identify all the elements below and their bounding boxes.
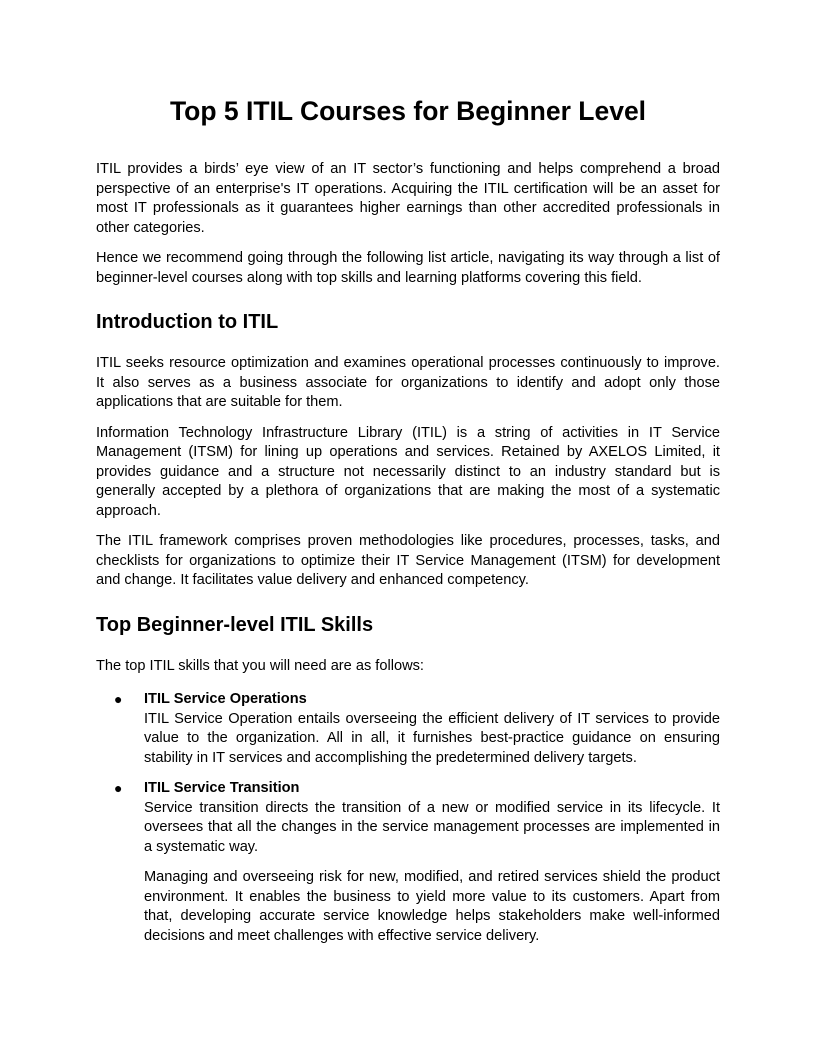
skill-description: ITIL Service Operation entails overseeing the efficient delivery of IT services to provide value to the organization. All in all, it furnishes best-practice guidance on ensuring stability in IT services and accomplishing the predetermined delivery targets. [144, 710, 720, 766]
document-title: Top 5 ITIL Courses for Beginner Level [169, 96, 647, 126]
section-heading-introduction: Introduction to ITIL [96, 311, 279, 333]
intro-section-paragraph-2: Information Technology Infrastructure Library (ITIL) is a string of activities in IT Service Management (ITSM) for lining up operations and services. Retained by AXELOS Limited, it provides guidance and a structure not necessarily distinct to an industry standard but is generally accepted by a plethora of organizations that are making the most of a systematic approach. [96, 424, 720, 519]
skill-description-continued: Managing and overseeing risk for new, modified, and retired services shield the product environment. It enables the business to yield more value to its customers. Apart from that, developing accurate service knowledge helps stakeholders make well-informed decisions and meet challenges with effective service delivery. [144, 869, 720, 944]
skills-lead-text: The top ITIL skills that you will need are as follows: [96, 657, 424, 674]
intro-paragraph-2: Hence we recommend going through the following list article, navigating its way through a list of beginner-level courses along with top skills and learning platforms covering this field. [96, 250, 720, 286]
intro-section-paragraph-3: The ITIL framework comprises proven methodologies like procedures, processes, tasks, and checklists for organizations to optimize their IT Service Management (ITSM) for development and change. It facilitates value delivery and enhanced competency. [96, 533, 720, 588]
skill-title: ITIL Service Operations [144, 691, 307, 707]
skill-description: Service transition directs the transition of a new or modified service in its lifecycle. It oversees that all the changes in the service management processes are implemented in a systematic way. [144, 799, 720, 855]
bullet-icon: ● [114, 691, 123, 707]
document-page [96, 88, 720, 946]
bullet-icon: ● [114, 780, 123, 796]
section-heading-skills: Top Beginner-level ITIL Skills [96, 613, 374, 636]
intro-paragraph-1: ITIL provides a birds’ eye view of an IT sector’s functioning and helps comprehend a broad perspective of an enterprise's IT operations. Acquiring the ITIL certification will be an asset for most IT professionals as it guarantees higher earnings than other accredited professionals in other categories. [96, 161, 720, 236]
list-item [96, 690, 720, 768]
skill-title: ITIL Service Transition [144, 780, 300, 796]
list-item [96, 779, 720, 946]
skills-list [96, 690, 720, 946]
intro-section-paragraph-1: ITIL seeks resource optimization and examines operational processes continuously to improve. It also serves as a business associate for organizations to identify and adopt only those applications that are suitable for them. [96, 355, 720, 410]
